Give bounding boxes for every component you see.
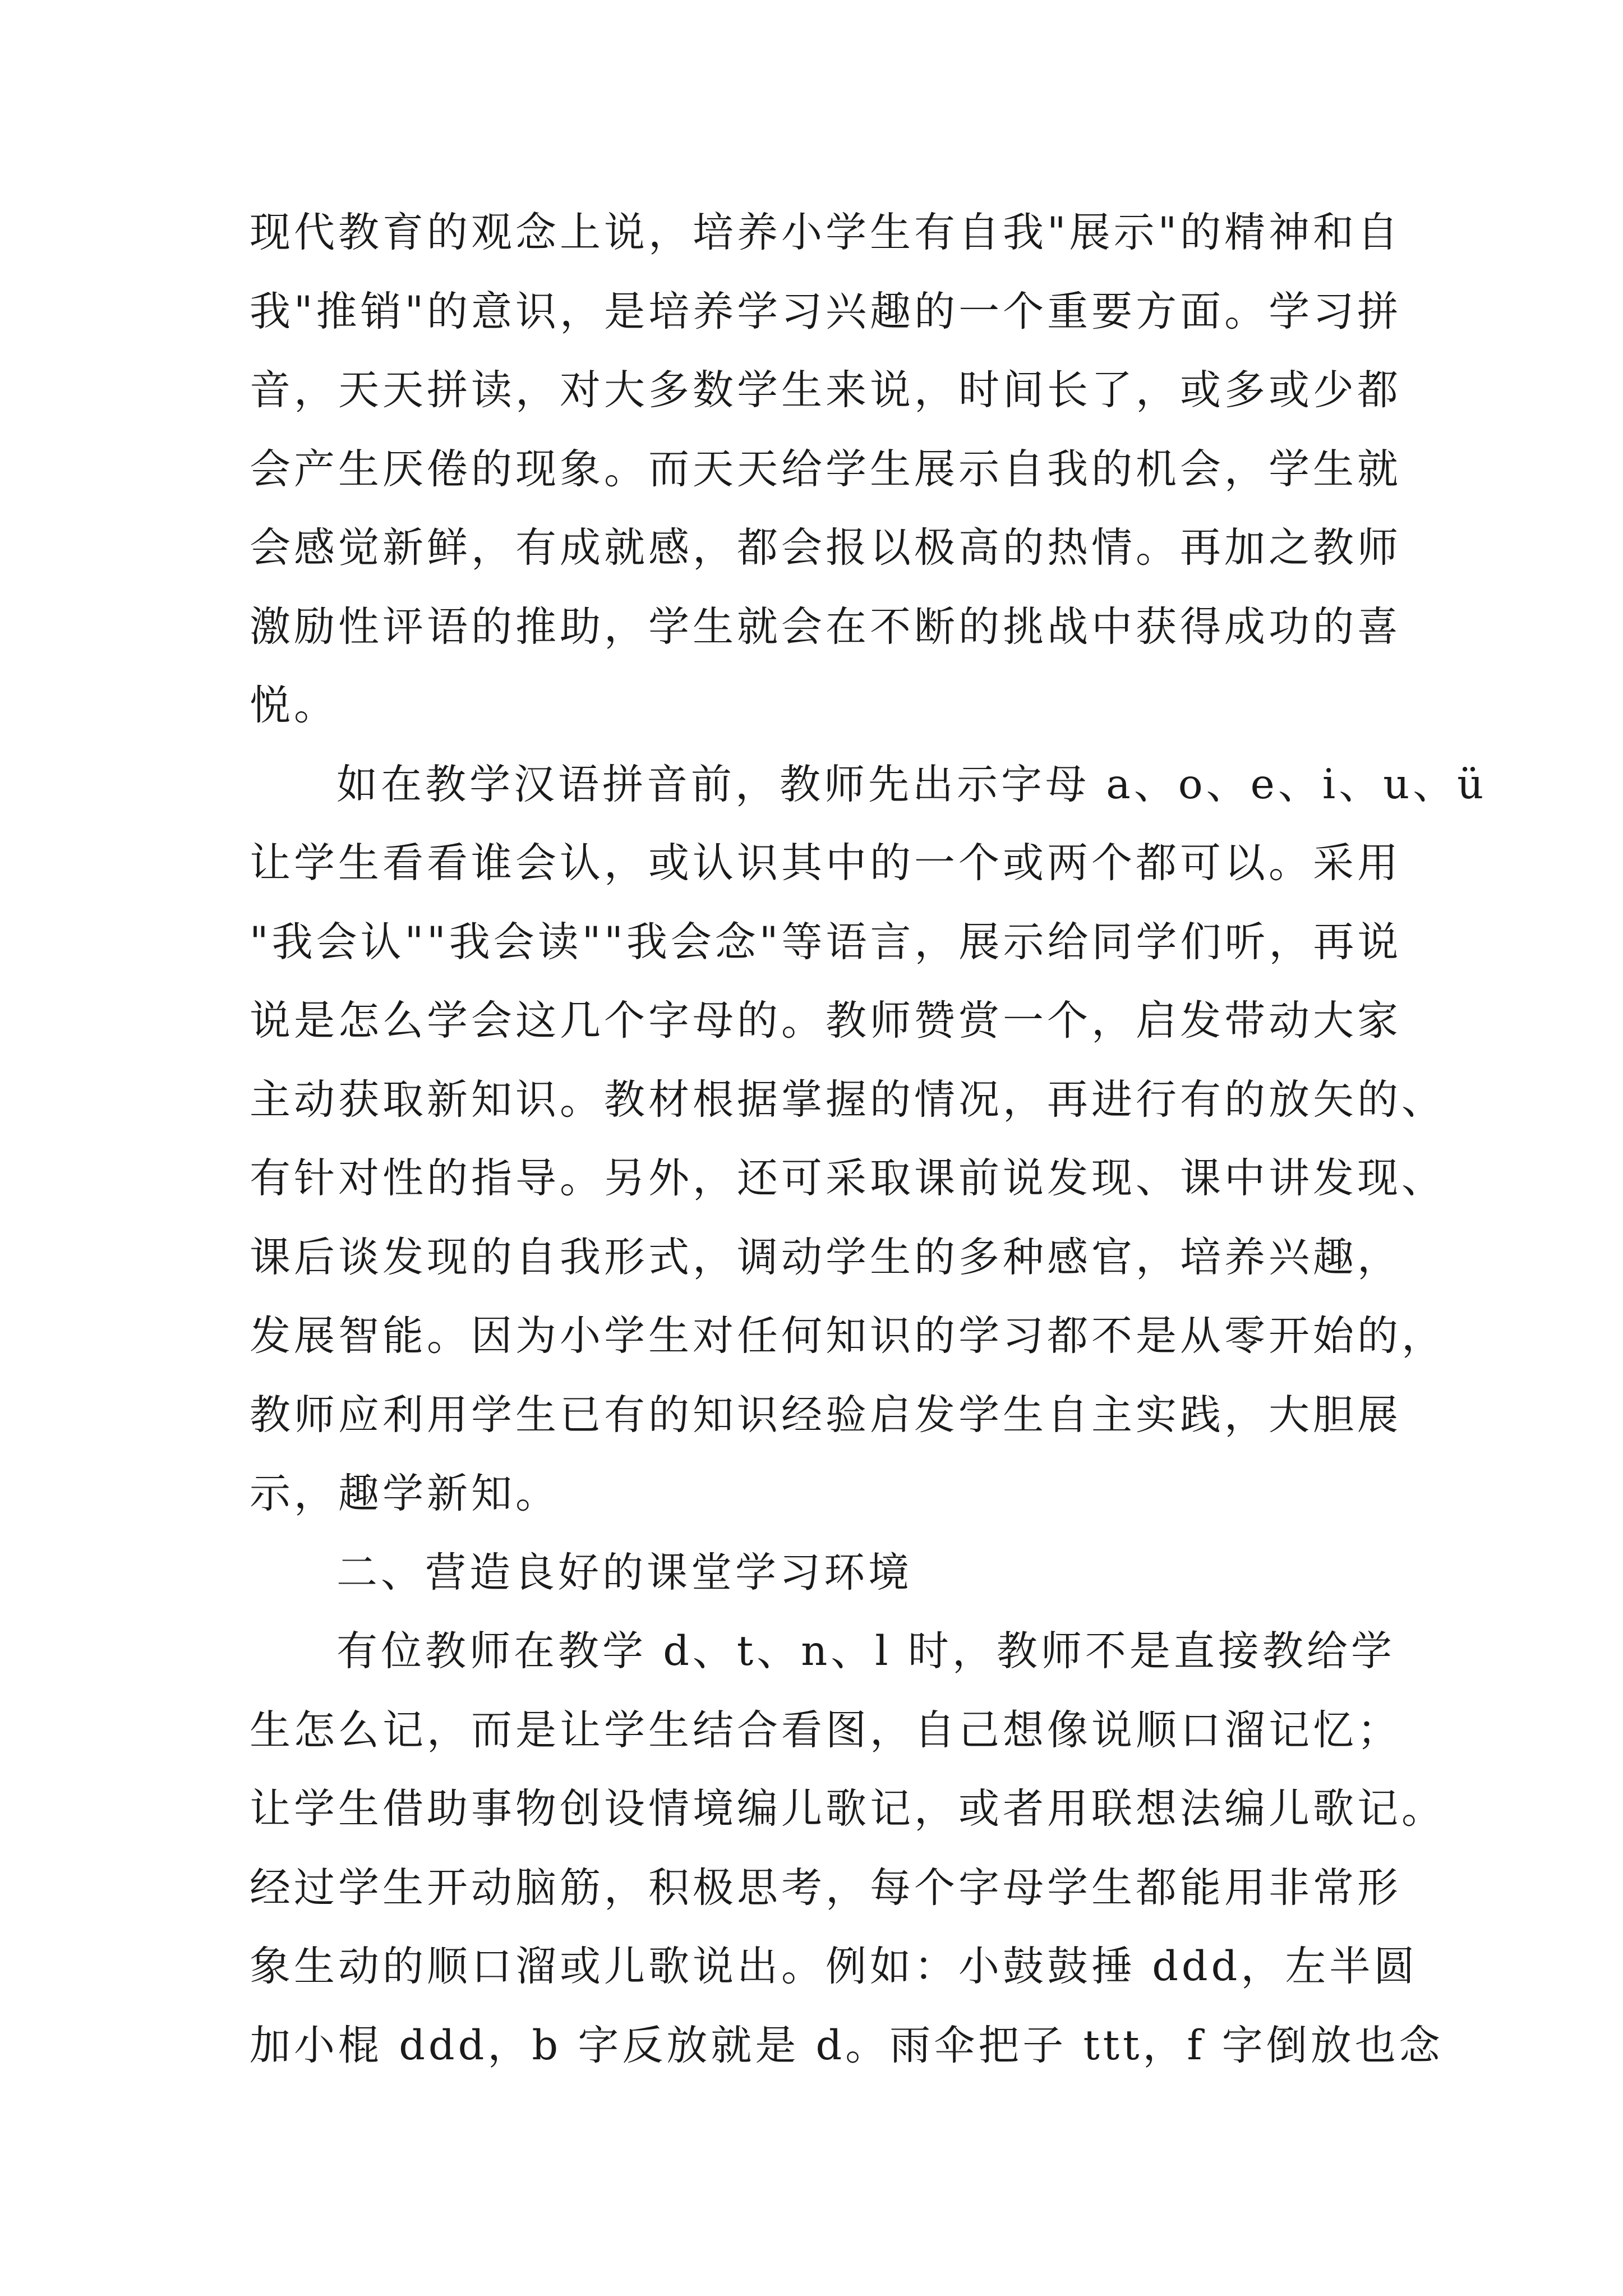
- text-line: 激励性评语的推助，学生就会在不断的挑战中获得成功的喜: [250, 602, 1401, 651]
- text-line: 说是怎么学会这几个字母的。教师赞赏一个，启发带动大家: [250, 997, 1401, 1045]
- text-line: 让学生看看谁会认，或认识其中的一个或两个都可以。采用: [250, 839, 1401, 887]
- text-line: 会感觉新鲜，有成就感，都会报以极高的热情。再加之教师: [250, 524, 1401, 572]
- text-line: 悦。: [250, 682, 338, 729]
- text-line: 经过学生开动脑筋，积极思考，每个字母学生都能用非常形: [250, 1864, 1401, 1912]
- paragraph-first-line: 有位教师在教学 d、t、n、l 时，教师不是直接教给学: [336, 1627, 1395, 1675]
- section-heading: 二、营造良好的课堂学习环境: [336, 1548, 912, 1596]
- text-line: 让学生借助事物创设情境编儿歌记，或者用联想法编儿歌记。: [250, 1785, 1446, 1833]
- text-line: 生怎么记，而是让学生结合看图，自己想像说顺口溜记忆；: [250, 1706, 1401, 1754]
- text-line: 现代教育的观念上说，培养小学生有自我"展示"的精神和自: [250, 209, 1402, 256]
- text-line: 发展智能。因为小学生对任何知识的学习都不是从零开始的，: [250, 1312, 1446, 1360]
- text-line: 主动获取新知识。教材根据掌握的情况，再进行有的放矢的、: [250, 1075, 1446, 1124]
- paragraph-first-line: 如在教学汉语拼音前，教师先出示字母 a、o、e、i、u、ü: [336, 760, 1487, 808]
- text-line: 会产生厌倦的现象。而天天给学生展示自我的机会，学生就: [250, 445, 1401, 493]
- body-text: [250, 194, 1487, 2085]
- text-line: 教师应利用学生已有的知识经验启发学生自主实践，大胆展: [250, 1391, 1401, 1439]
- text-line: 音，天天拼读，对大多数学生来说，时间长了，或多或少都: [250, 366, 1401, 414]
- text-line: 象生动的顺口溜或儿歌说出。例如：小鼓鼓捶 ddd，左半圆: [250, 1943, 1418, 1990]
- text-line: 示，趣学新知。: [250, 1470, 560, 1517]
- text-line: 加小棍 ddd，b 字反放就是 d。雨伞把子 ttt，f 字倒放也念: [250, 2021, 1444, 2069]
- text-line: "我会认""我会读""我会念"等语言，展示给同学们听，再说: [250, 918, 1402, 966]
- text-line: 我"推销"的意识，是培养学习兴趣的一个重要方面。学习拼: [250, 287, 1402, 335]
- text-line: 有针对性的指导。另外，还可采取课前说发现、课中讲发现、: [250, 1154, 1446, 1202]
- text-line: 课后谈发现的自我形式，调动学生的多种感官，培养兴趣，: [250, 1233, 1401, 1281]
